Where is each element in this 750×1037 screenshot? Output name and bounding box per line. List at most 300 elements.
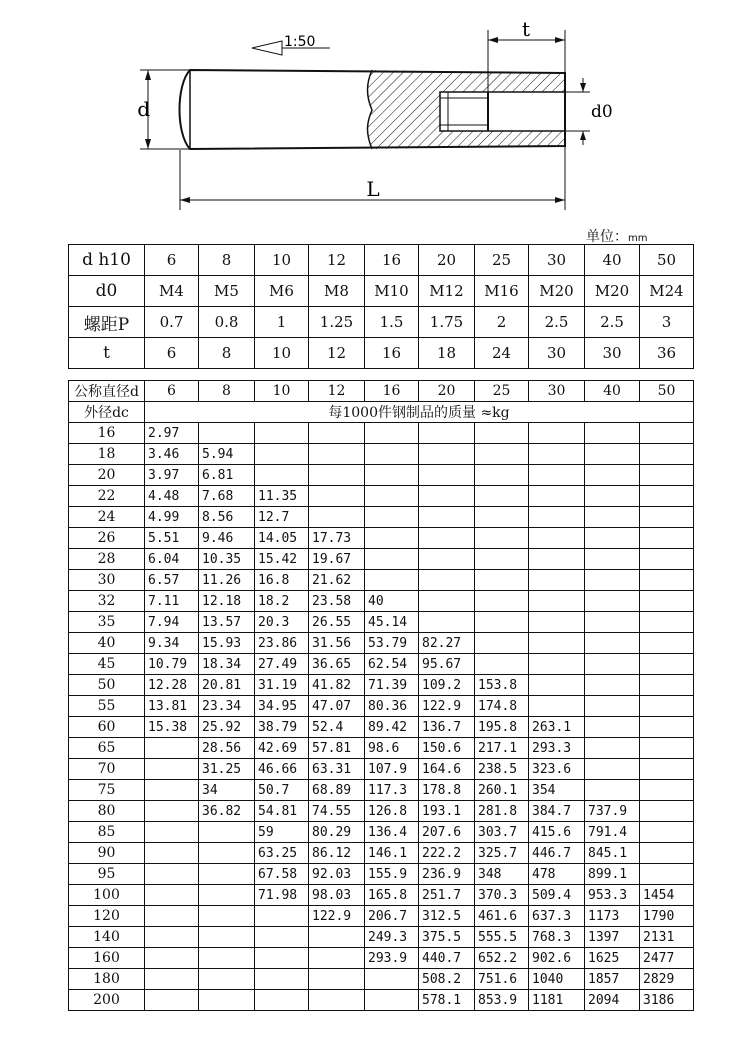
mass-row bbox=[69, 948, 694, 969]
mass-row-dc: 65 bbox=[69, 738, 145, 759]
mass-subheader-row bbox=[69, 402, 694, 423]
mass-row bbox=[69, 717, 694, 738]
spec-cell: M5 bbox=[199, 276, 255, 307]
spec-cell: 25 bbox=[475, 245, 529, 276]
mass-cell: 16.8 bbox=[255, 570, 309, 591]
mass-header-row bbox=[69, 381, 694, 402]
unit-label bbox=[586, 226, 647, 246]
mass-cell: 40 bbox=[365, 591, 419, 612]
mass-cell: 2131 bbox=[640, 927, 694, 948]
mass-row bbox=[69, 885, 694, 906]
spec-cell: M20 bbox=[585, 276, 640, 307]
mass-row-dc: 45 bbox=[69, 654, 145, 675]
mass-row-dc: 35 bbox=[69, 612, 145, 633]
mass-cell: 1040 bbox=[529, 969, 585, 990]
mass-cell bbox=[585, 486, 640, 507]
mass-cell: 122.9 bbox=[309, 906, 365, 927]
mass-cell: 25.92 bbox=[199, 717, 255, 738]
mass-cell bbox=[199, 822, 255, 843]
spec-cell: 10 bbox=[255, 338, 309, 369]
mass-cell: 12.28 bbox=[145, 675, 199, 696]
mass-cell: 122.9 bbox=[419, 696, 475, 717]
spec-cell: 1.25 bbox=[309, 307, 365, 338]
mass-row bbox=[69, 612, 694, 633]
spec-cell: 1 bbox=[255, 307, 309, 338]
mass-cell: 146.1 bbox=[365, 843, 419, 864]
spec-cell: M24 bbox=[640, 276, 694, 307]
mass-cell: 7.11 bbox=[145, 591, 199, 612]
mass-cell bbox=[309, 423, 365, 444]
mass-cell: 57.81 bbox=[309, 738, 365, 759]
mass-cell bbox=[640, 570, 694, 591]
mass-cell: 54.81 bbox=[255, 801, 309, 822]
mass-cell: 27.49 bbox=[255, 654, 309, 675]
mass-row-dc: 70 bbox=[69, 759, 145, 780]
mass-row bbox=[69, 423, 694, 444]
mass-cell: 50.7 bbox=[255, 780, 309, 801]
spec-cell: M12 bbox=[419, 276, 475, 307]
mass-cell bbox=[419, 507, 475, 528]
mass-cell: 7.94 bbox=[145, 612, 199, 633]
mass-cell: 23.86 bbox=[255, 633, 309, 654]
spec-cell: 10 bbox=[255, 245, 309, 276]
mass-cell bbox=[585, 507, 640, 528]
mass-cell bbox=[640, 654, 694, 675]
mass-cell bbox=[365, 528, 419, 549]
mass-cell: 153.8 bbox=[475, 675, 529, 696]
mass-cell: 165.8 bbox=[365, 885, 419, 906]
mass-cell: 38.79 bbox=[255, 717, 309, 738]
mass-row bbox=[69, 759, 694, 780]
mass-cell bbox=[145, 948, 199, 969]
mass-cell bbox=[640, 486, 694, 507]
mass-cell bbox=[309, 507, 365, 528]
mass-cell: 15.93 bbox=[199, 633, 255, 654]
mass-cell: 853.9 bbox=[475, 990, 529, 1011]
mass-cell: 446.7 bbox=[529, 843, 585, 864]
mass-cell: 18.34 bbox=[199, 654, 255, 675]
spec-cell: 50 bbox=[640, 245, 694, 276]
mass-cell: 53.79 bbox=[365, 633, 419, 654]
mass-cell: 440.7 bbox=[419, 948, 475, 969]
mass-row-dc: 85 bbox=[69, 822, 145, 843]
mass-row bbox=[69, 906, 694, 927]
mass-cell: 236.9 bbox=[419, 864, 475, 885]
mass-cell: 2094 bbox=[585, 990, 640, 1011]
mass-cell bbox=[529, 486, 585, 507]
spec-cell: 36 bbox=[640, 338, 694, 369]
mass-cell: 1625 bbox=[585, 948, 640, 969]
mass-cell bbox=[529, 612, 585, 633]
mass-cell bbox=[255, 927, 309, 948]
mass-cell bbox=[365, 570, 419, 591]
mass-cell bbox=[585, 675, 640, 696]
spec-cell: 30 bbox=[585, 338, 640, 369]
mass-cell: 6.57 bbox=[145, 570, 199, 591]
mass-cell bbox=[640, 717, 694, 738]
mass-cell: 1857 bbox=[585, 969, 640, 990]
mass-cell: 478 bbox=[529, 864, 585, 885]
mass-cell bbox=[529, 423, 585, 444]
spec-row bbox=[69, 245, 694, 276]
mass-row bbox=[69, 801, 694, 822]
mass-cell: 71.98 bbox=[255, 885, 309, 906]
mass-cell: 10.79 bbox=[145, 654, 199, 675]
mass-cell bbox=[255, 906, 309, 927]
mass-row-dc: 160 bbox=[69, 948, 145, 969]
mass-cell: 303.7 bbox=[475, 822, 529, 843]
mass-cell bbox=[309, 948, 365, 969]
mass-sub-title: 每1000件钢制品的质量 ≈kg bbox=[145, 402, 694, 423]
mass-table bbox=[68, 380, 694, 1011]
mass-cell bbox=[585, 444, 640, 465]
mass-row-dc: 55 bbox=[69, 696, 145, 717]
mass-row-dc: 30 bbox=[69, 570, 145, 591]
mass-cell: 34 bbox=[199, 780, 255, 801]
mass-cell bbox=[475, 654, 529, 675]
mass-cell: 12.18 bbox=[199, 591, 255, 612]
mass-cell bbox=[585, 780, 640, 801]
mass-row-dc: 26 bbox=[69, 528, 145, 549]
mass-cell bbox=[585, 654, 640, 675]
mass-cell bbox=[255, 969, 309, 990]
mass-cell: 31.56 bbox=[309, 633, 365, 654]
mass-cell bbox=[199, 864, 255, 885]
mass-cell: 325.7 bbox=[475, 843, 529, 864]
spec-cell: 6 bbox=[145, 245, 199, 276]
mass-cell bbox=[145, 990, 199, 1011]
mass-cell: 1790 bbox=[640, 906, 694, 927]
mass-cell bbox=[309, 969, 365, 990]
mass-cell bbox=[475, 633, 529, 654]
mass-cell bbox=[145, 864, 199, 885]
spec-cell: 1.75 bbox=[419, 307, 475, 338]
mass-cell bbox=[585, 423, 640, 444]
mass-cell bbox=[419, 570, 475, 591]
spec-cell: 20 bbox=[419, 245, 475, 276]
mass-cell bbox=[475, 465, 529, 486]
mass-cell bbox=[529, 696, 585, 717]
mass-cell bbox=[529, 633, 585, 654]
spec-cell: 16 bbox=[365, 338, 419, 369]
label-L: L bbox=[366, 177, 380, 201]
mass-cell bbox=[640, 528, 694, 549]
mass-cell: 95.67 bbox=[419, 654, 475, 675]
mass-cell: 13.81 bbox=[145, 696, 199, 717]
spec-row-label: d0 bbox=[69, 276, 145, 307]
spec-cell: 12 bbox=[309, 338, 365, 369]
mass-cell bbox=[529, 444, 585, 465]
mass-cell bbox=[365, 423, 419, 444]
mass-row-dc: 95 bbox=[69, 864, 145, 885]
mass-cell: 68.89 bbox=[309, 780, 365, 801]
mass-cell: 7.68 bbox=[199, 486, 255, 507]
mass-cell: 384.7 bbox=[529, 801, 585, 822]
mass-cell bbox=[585, 759, 640, 780]
mass-cell: 74.55 bbox=[309, 801, 365, 822]
mass-row bbox=[69, 738, 694, 759]
mass-cell: 15.38 bbox=[145, 717, 199, 738]
mass-cell bbox=[309, 990, 365, 1011]
spec-row bbox=[69, 276, 694, 307]
mass-cell bbox=[365, 444, 419, 465]
mass-cell: 9.34 bbox=[145, 633, 199, 654]
mass-cell: 461.6 bbox=[475, 906, 529, 927]
mass-cell: 31.19 bbox=[255, 675, 309, 696]
mass-row bbox=[69, 507, 694, 528]
mass-cell: 126.8 bbox=[365, 801, 419, 822]
spec-row bbox=[69, 338, 694, 369]
mass-cell bbox=[640, 633, 694, 654]
mass-row bbox=[69, 990, 694, 1011]
spec-cell: M10 bbox=[365, 276, 419, 307]
mass-cell bbox=[199, 948, 255, 969]
mass-cell bbox=[145, 969, 199, 990]
mass-cell: 67.58 bbox=[255, 864, 309, 885]
mass-cell: 20.3 bbox=[255, 612, 309, 633]
mass-cell bbox=[255, 948, 309, 969]
mass-cell bbox=[199, 969, 255, 990]
mass-row bbox=[69, 864, 694, 885]
mass-cell: 42.69 bbox=[255, 738, 309, 759]
mass-cell bbox=[145, 801, 199, 822]
mass-cell: 281.8 bbox=[475, 801, 529, 822]
mass-cell bbox=[640, 759, 694, 780]
mass-cell: 80.36 bbox=[365, 696, 419, 717]
mass-cell: 206.7 bbox=[365, 906, 419, 927]
mass-cell: 41.82 bbox=[309, 675, 365, 696]
mass-row bbox=[69, 570, 694, 591]
mass-cell bbox=[529, 528, 585, 549]
spec-cell: 40 bbox=[585, 245, 640, 276]
mass-cell: 207.6 bbox=[419, 822, 475, 843]
unit-value: mm bbox=[628, 233, 648, 244]
mass-cell: 251.7 bbox=[419, 885, 475, 906]
mass-row-dc: 40 bbox=[69, 633, 145, 654]
mass-cell bbox=[475, 444, 529, 465]
mass-row-dc: 28 bbox=[69, 549, 145, 570]
mass-cell: 8.56 bbox=[199, 507, 255, 528]
mass-cell: 508.2 bbox=[419, 969, 475, 990]
mass-cell bbox=[419, 591, 475, 612]
mass-row bbox=[69, 696, 694, 717]
spec-cell: 3 bbox=[640, 307, 694, 338]
mass-cell: 15.42 bbox=[255, 549, 309, 570]
spec-cell: 1.5 bbox=[365, 307, 419, 338]
mass-cell: 136.4 bbox=[365, 822, 419, 843]
mass-cell: 217.1 bbox=[475, 738, 529, 759]
mass-row-dc: 100 bbox=[69, 885, 145, 906]
mass-cell: 509.4 bbox=[529, 885, 585, 906]
mass-cell bbox=[640, 465, 694, 486]
label-d: d bbox=[137, 97, 150, 121]
spec-cell: 30 bbox=[529, 245, 585, 276]
mass-cell bbox=[309, 927, 365, 948]
mass-row-dc: 18 bbox=[69, 444, 145, 465]
mass-cell bbox=[309, 444, 365, 465]
mass-header-cell: 25 bbox=[475, 381, 529, 402]
mass-cell: 2829 bbox=[640, 969, 694, 990]
mass-cell: 63.25 bbox=[255, 843, 309, 864]
mass-cell: 1173 bbox=[585, 906, 640, 927]
mass-cell bbox=[199, 843, 255, 864]
spec-cell: 8 bbox=[199, 245, 255, 276]
spec-cell: M6 bbox=[255, 276, 309, 307]
mass-cell bbox=[640, 801, 694, 822]
mass-cell: 348 bbox=[475, 864, 529, 885]
mass-cell bbox=[199, 906, 255, 927]
mass-cell: 174.8 bbox=[475, 696, 529, 717]
mass-cell: 18.2 bbox=[255, 591, 309, 612]
spec-row-label: 螺距P bbox=[69, 307, 145, 338]
mass-cell: 323.6 bbox=[529, 759, 585, 780]
mass-cell bbox=[529, 591, 585, 612]
mass-cell bbox=[419, 465, 475, 486]
mass-cell: 293.9 bbox=[365, 948, 419, 969]
mass-cell: 791.4 bbox=[585, 822, 640, 843]
mass-cell: 28.56 bbox=[199, 738, 255, 759]
mass-row bbox=[69, 675, 694, 696]
spec-cell: 6 bbox=[145, 338, 199, 369]
mass-cell bbox=[585, 717, 640, 738]
mass-cell: 98.6 bbox=[365, 738, 419, 759]
mass-cell bbox=[475, 570, 529, 591]
mass-cell bbox=[145, 759, 199, 780]
mass-cell: 80.29 bbox=[309, 822, 365, 843]
spec-cell: M8 bbox=[309, 276, 365, 307]
mass-cell bbox=[585, 591, 640, 612]
spec-row-label: t bbox=[69, 338, 145, 369]
mass-row-dc: 24 bbox=[69, 507, 145, 528]
mass-header-cell: 12 bbox=[309, 381, 365, 402]
mass-cell bbox=[475, 528, 529, 549]
mass-row-dc: 120 bbox=[69, 906, 145, 927]
mass-cell bbox=[145, 738, 199, 759]
mass-row-dc: 200 bbox=[69, 990, 145, 1011]
mass-cell bbox=[145, 843, 199, 864]
mass-row-dc: 16 bbox=[69, 423, 145, 444]
mass-row bbox=[69, 633, 694, 654]
mass-header-cell: 8 bbox=[199, 381, 255, 402]
mass-cell: 293.3 bbox=[529, 738, 585, 759]
mass-cell bbox=[365, 486, 419, 507]
mass-header-cell: 40 bbox=[585, 381, 640, 402]
mass-cell bbox=[585, 633, 640, 654]
mass-row-dc: 180 bbox=[69, 969, 145, 990]
mass-cell: 107.9 bbox=[365, 759, 419, 780]
mass-cell bbox=[475, 507, 529, 528]
mass-cell bbox=[475, 423, 529, 444]
mass-cell: 768.3 bbox=[529, 927, 585, 948]
mass-cell: 415.6 bbox=[529, 822, 585, 843]
mass-cell bbox=[640, 549, 694, 570]
mass-cell bbox=[199, 423, 255, 444]
mass-sub-label: 外径dc bbox=[69, 402, 145, 423]
mass-cell: 5.94 bbox=[199, 444, 255, 465]
mass-cell bbox=[640, 675, 694, 696]
mass-row-dc: 140 bbox=[69, 927, 145, 948]
mass-cell: 737.9 bbox=[585, 801, 640, 822]
mass-row bbox=[69, 654, 694, 675]
mass-header-cell: 16 bbox=[365, 381, 419, 402]
mass-cell: 238.5 bbox=[475, 759, 529, 780]
mass-cell: 47.07 bbox=[309, 696, 365, 717]
mass-cell bbox=[309, 486, 365, 507]
mass-header-cell: 6 bbox=[145, 381, 199, 402]
mass-cell: 751.6 bbox=[475, 969, 529, 990]
mass-cell: 63.31 bbox=[309, 759, 365, 780]
mass-row bbox=[69, 549, 694, 570]
mass-cell bbox=[640, 843, 694, 864]
mass-cell: 578.1 bbox=[419, 990, 475, 1011]
mass-cell: 155.9 bbox=[365, 864, 419, 885]
mass-header-cell: 30 bbox=[529, 381, 585, 402]
mass-row-dc: 60 bbox=[69, 717, 145, 738]
mass-header-cell: 20 bbox=[419, 381, 475, 402]
mass-cell bbox=[419, 444, 475, 465]
mass-cell bbox=[585, 738, 640, 759]
mass-cell: 5.51 bbox=[145, 528, 199, 549]
mass-cell bbox=[145, 906, 199, 927]
mass-cell: 45.14 bbox=[365, 612, 419, 633]
mass-cell bbox=[640, 507, 694, 528]
spec-cell: M4 bbox=[145, 276, 199, 307]
mass-cell bbox=[199, 927, 255, 948]
mass-cell: 178.8 bbox=[419, 780, 475, 801]
mass-cell: 62.54 bbox=[365, 654, 419, 675]
mass-cell: 82.27 bbox=[419, 633, 475, 654]
mass-cell bbox=[365, 969, 419, 990]
mass-cell: 370.3 bbox=[475, 885, 529, 906]
mass-cell: 260.1 bbox=[475, 780, 529, 801]
mass-cell: 953.3 bbox=[585, 885, 640, 906]
mass-row-dc: 32 bbox=[69, 591, 145, 612]
mass-cell bbox=[199, 885, 255, 906]
mass-cell bbox=[255, 444, 309, 465]
mass-cell bbox=[365, 507, 419, 528]
mass-cell bbox=[365, 549, 419, 570]
mass-cell bbox=[640, 612, 694, 633]
mass-cell: 354 bbox=[529, 780, 585, 801]
mass-cell: 2477 bbox=[640, 948, 694, 969]
mass-cell bbox=[475, 612, 529, 633]
mass-cell: 902.6 bbox=[529, 948, 585, 969]
spec-cell: 0.8 bbox=[199, 307, 255, 338]
mass-cell: 899.1 bbox=[585, 864, 640, 885]
mass-cell bbox=[585, 465, 640, 486]
mass-cell bbox=[529, 570, 585, 591]
spec-cell: M16 bbox=[475, 276, 529, 307]
spec-cell: M20 bbox=[529, 276, 585, 307]
mass-cell bbox=[145, 885, 199, 906]
mass-cell bbox=[419, 549, 475, 570]
label-t: t bbox=[521, 17, 531, 41]
mass-cell: 263.1 bbox=[529, 717, 585, 738]
mass-row bbox=[69, 843, 694, 864]
spec-cell: 0.7 bbox=[145, 307, 199, 338]
mass-cell: 11.26 bbox=[199, 570, 255, 591]
unit-label-text: 单位： bbox=[586, 229, 628, 245]
mass-row-dc: 75 bbox=[69, 780, 145, 801]
mass-cell bbox=[585, 696, 640, 717]
mass-cell bbox=[640, 696, 694, 717]
mass-cell: 6.04 bbox=[145, 549, 199, 570]
spec-cell: 30 bbox=[529, 338, 585, 369]
mass-cell bbox=[475, 591, 529, 612]
spec-cell: 2 bbox=[475, 307, 529, 338]
spec-table bbox=[68, 244, 694, 369]
mass-cell: 195.8 bbox=[475, 717, 529, 738]
